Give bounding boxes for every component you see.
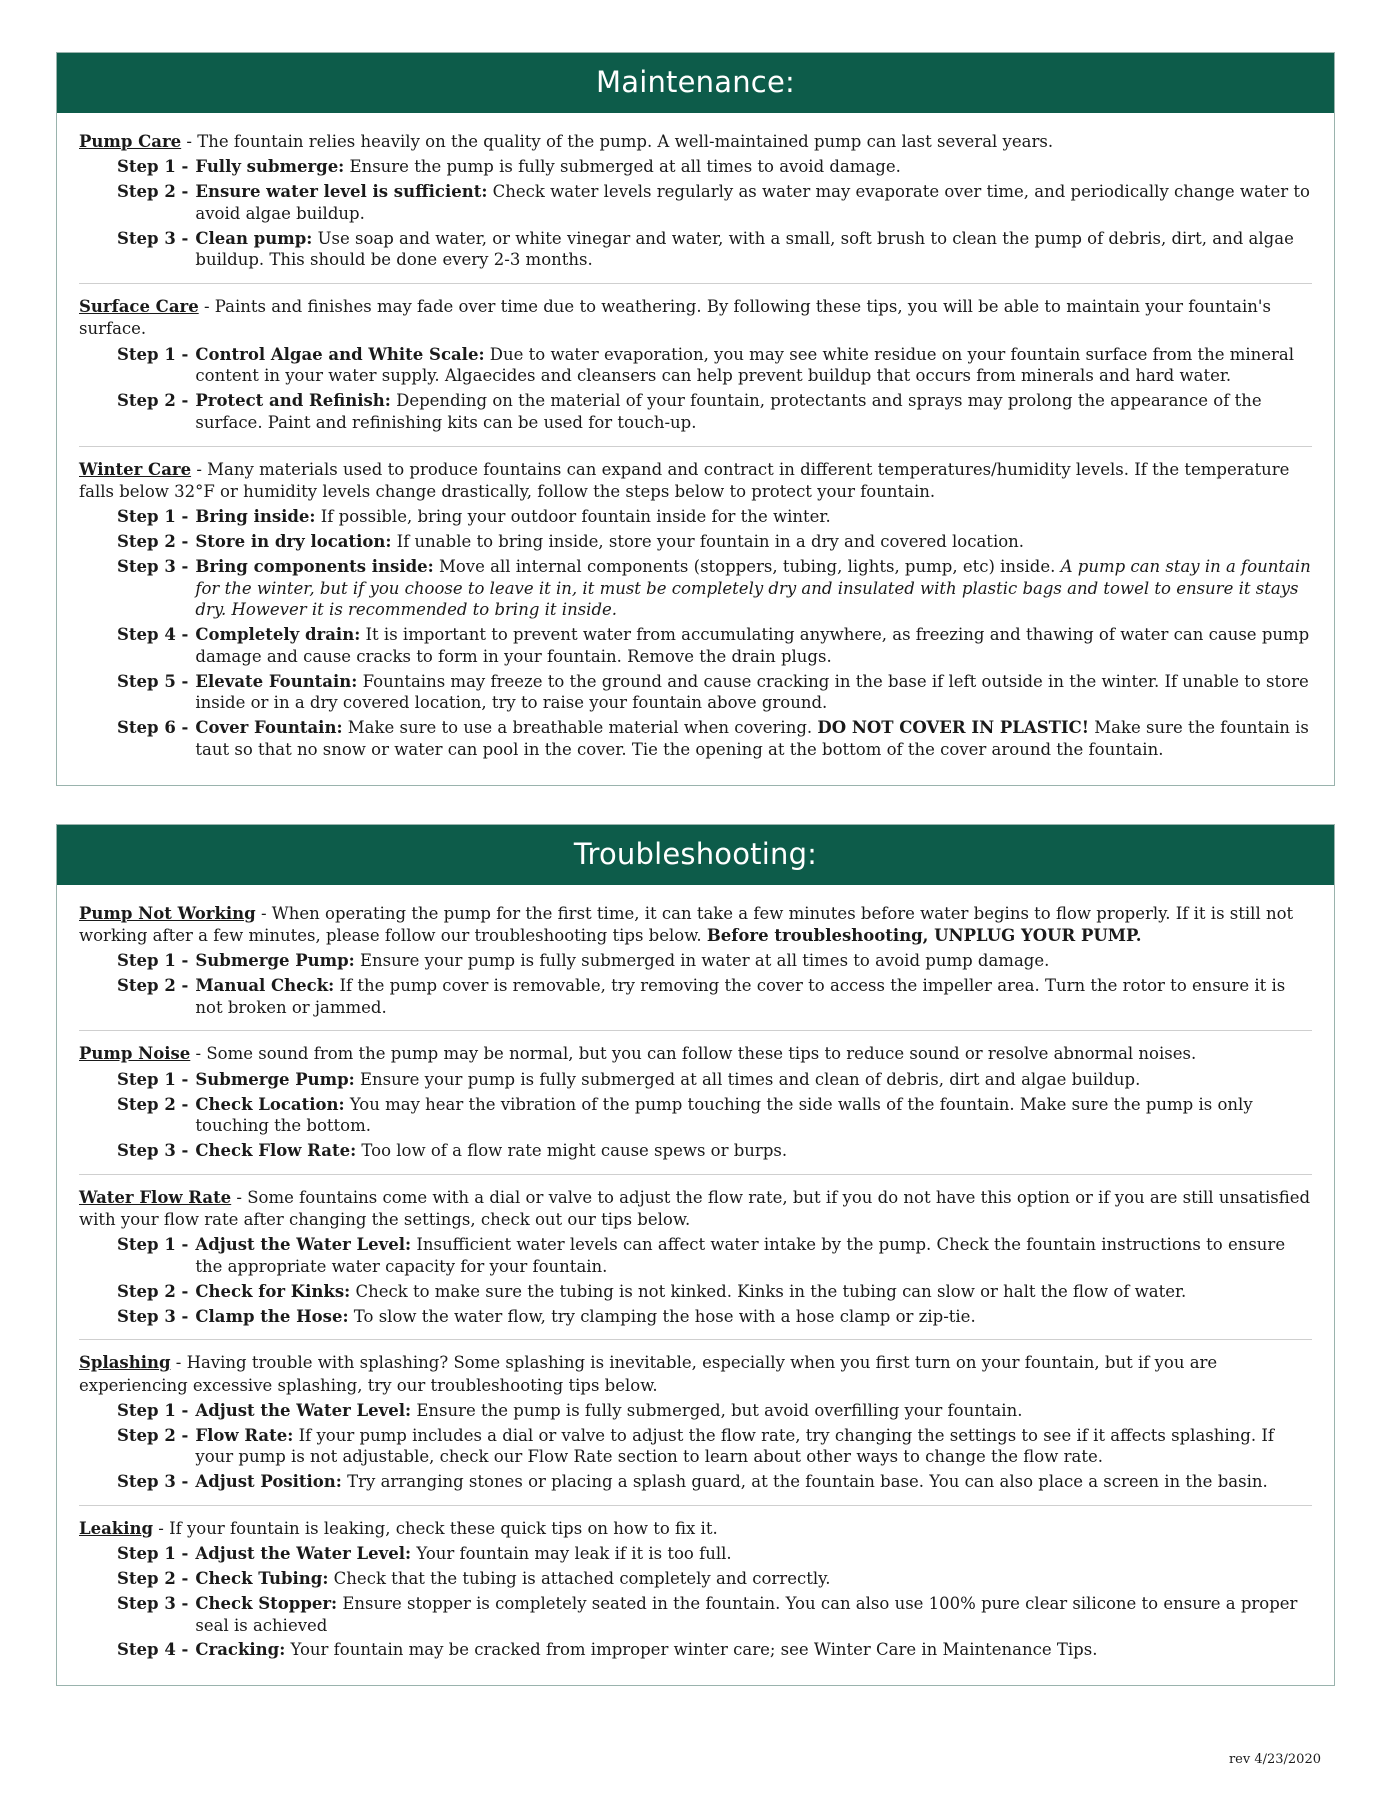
step-label: Step 2 -: [117, 1425, 189, 1445]
topic-intro: [79, 1352, 1312, 1397]
revision-footer: rev 4/23/2020: [1228, 1752, 1321, 1768]
step-label: Step 3 -: [117, 556, 189, 576]
step-item: [79, 1306, 1312, 1328]
step-term: Bring components inside:: [195, 556, 434, 576]
topic-heading: Water Flow Rate: [79, 1187, 232, 1207]
topic-intro: [79, 903, 1312, 948]
step-body: Try arranging stones or placing a splash guard, at the fountain base. You can also place a screen in the basin.: [341, 1472, 1268, 1492]
step-text: [195, 1593, 1312, 1637]
topic-intro-text: - Many materials used to produce fountains can expand and contract in different temperatures/humidity levels. If the temperature falls below 32°F or humidity levels change drastically, follow the steps below to protect your fountain.: [79, 459, 1290, 501]
step-text: [195, 390, 1312, 434]
topic-block: [79, 1030, 1312, 1165]
step-item: [79, 1543, 1312, 1565]
step-body: If the pump cover is removable, try removing the cover to access the impeller area. Turn the rotor to ensure it is not broken or jammed.: [195, 975, 1286, 1017]
step-label: Step 1 -: [117, 157, 189, 177]
step-body: You may hear the vibration of the pump touching the side walls of the fountain. Make sure the pump is only touching the bottom.: [195, 1094, 1253, 1136]
step-text: [195, 1281, 1312, 1303]
step-list: [79, 156, 1312, 271]
step-body: Ensure stopper is completely seated in the fountain. You can also use 100% pure clear silicone to ensure a proper seal is achieved: [195, 1593, 1298, 1635]
step-body: Make sure to use a breathable material when covering.: [342, 718, 818, 738]
topic-block: [79, 1339, 1312, 1497]
step-term: Check Location:: [195, 1094, 345, 1114]
step-item: [79, 1094, 1312, 1138]
step-body: Insufficient water levels can affect water intake by the pump. Check the fountain instructions to ensure the appropriate water capacity for your fountain.: [195, 1235, 1286, 1277]
step-body: If your pump includes a dial or valve to adjust the flow rate, try changing the settings to see if it affects splashing. If your pump is not adjustable, check our Flow Rate section to learn about other ways to change the flow rate.: [195, 1425, 1274, 1467]
step-item: [79, 671, 1312, 715]
step-item: [79, 1281, 1312, 1303]
topic-heading: Surface Care: [79, 297, 199, 317]
step-item: [79, 624, 1312, 668]
topic-intro: [79, 1518, 1312, 1540]
step-body: Check water levels regularly as water may evaporate over time, and periodically change water to avoid algae buildup.: [195, 182, 1310, 223]
step-item: [79, 1425, 1312, 1469]
step-text: [195, 228, 1312, 272]
step-body: If unable to bring inside, store your fountain in a dry and covered location.: [391, 531, 1025, 551]
step-text: [195, 1471, 1312, 1493]
step-text: [195, 1306, 1312, 1328]
step-term: Cover Fountain:: [195, 718, 343, 738]
step-text: [195, 1234, 1312, 1278]
step-term: Cracking:: [195, 1640, 286, 1660]
step-body: Depending on the material of your fountain, protectants and sprays may prolong the appearance of the surface. Paint and refinishing kits can be used for touch-up.: [195, 391, 1262, 432]
step-text: [195, 975, 1312, 1019]
step-item: [79, 975, 1312, 1019]
step-text: [195, 1425, 1312, 1469]
step-text: [195, 556, 1312, 621]
step-item: [79, 344, 1312, 388]
step-text: [195, 506, 1312, 528]
step-label: Step 1 -: [117, 507, 189, 527]
step-text: [195, 1069, 1312, 1091]
step-label: Step 3 -: [117, 1593, 189, 1613]
topic-intro-emphasis: Before troubleshooting, UNPLUG YOUR PUMP.: [706, 925, 1142, 945]
topic-block: [79, 1505, 1312, 1665]
step-label: Step 2 -: [117, 182, 189, 202]
step-body: Too low of a flow rate might cause spews or burps.: [356, 1141, 788, 1161]
topic-intro: [79, 459, 1312, 504]
step-term: Flow Rate:: [195, 1425, 294, 1445]
step-label: Step 4 -: [117, 1640, 189, 1660]
step-list: [79, 1400, 1312, 1493]
topic-heading: Winter Care: [79, 459, 192, 479]
step-label: Step 1 -: [117, 1400, 189, 1420]
step-item: [79, 531, 1312, 553]
step-item: [79, 1568, 1312, 1590]
step-item: [79, 181, 1312, 225]
document-section: [56, 824, 1335, 1686]
step-body: If possible, bring your outdoor fountain inside for the winter.: [315, 507, 831, 527]
step-item: [79, 390, 1312, 434]
step-term: Clean pump:: [195, 228, 313, 248]
topic-block: [79, 903, 1312, 1023]
step-label: Step 1 -: [117, 1069, 189, 1089]
topic-intro: [79, 131, 1312, 153]
section-body: [57, 885, 1334, 1685]
step-text: [195, 531, 1312, 553]
step-item: [79, 228, 1312, 272]
topic-intro-text: - The fountain relies heavily on the quality of the pump. A well-maintained pump can last several years.: [181, 132, 1054, 151]
step-label: Step 1 -: [117, 1235, 189, 1255]
topic-block: [79, 1174, 1312, 1332]
step-list: [79, 506, 1312, 760]
step-label: Step 2 -: [117, 531, 189, 551]
topic-heading: Pump Care: [79, 132, 182, 151]
step-term: Elevate Fountain:: [195, 671, 358, 691]
step-body: Ensure the pump is fully submerged, but avoid overfilling your fountain.: [411, 1400, 1023, 1420]
topic-heading: Leaking: [79, 1518, 154, 1538]
step-body: Use soap and water, or white vinegar and water, with a small, soft brush to clean the pump of debris, dirt, and algae buildup. This should be done every 2-3 months.: [195, 228, 1294, 270]
step-label: Step 2 -: [117, 1281, 189, 1301]
step-item: [79, 506, 1312, 528]
topic-intro-text: - Some fountains come with a dial or valve to adjust the flow rate, but if you do not have this option or if you are still unsatisfied with your flow rate after changing the settings, check out our tips below.: [79, 1187, 1311, 1230]
step-label: Step 1 -: [117, 1544, 189, 1564]
step-term: Adjust the Water Level:: [195, 1544, 412, 1564]
step-item: [79, 1593, 1312, 1637]
step-item: [79, 1234, 1312, 1278]
sections-container: [56, 52, 1335, 1686]
step-body: Ensure the pump is fully submerged at all times to avoid damage.: [344, 157, 901, 177]
step-item: [79, 950, 1312, 972]
step-body: Your fountain may be cracked from improper winter care; see Winter Care in Maintenance Tips.: [285, 1640, 1098, 1660]
step-label: Step 2 -: [117, 391, 189, 411]
step-body: Ensure your pump is fully submerged at all times and clean of debris, dirt and algae buildup.: [354, 1069, 1141, 1089]
step-text: [195, 181, 1312, 225]
step-item: [79, 1140, 1312, 1162]
topic-intro-text: - When operating the pump for the first time, it can take a few minutes before water begins to flow properly. If it is still not working after a few minutes, please follow our troubleshooting tips below.: [79, 903, 1294, 945]
topic-intro-text: - Some sound from the pump may be normal, but you can follow these tips to reduce sound or resolve abnormal noises.: [190, 1044, 1197, 1064]
section-body: [57, 113, 1334, 785]
step-term: Ensure water level is sufficient:: [195, 182, 488, 202]
step-body: Ensure your pump is fully submerged in water at all times to avoid pump damage.: [354, 951, 1050, 971]
step-label: Step 3 -: [117, 1306, 189, 1326]
step-body: Check that the tubing is attached completely and correctly.: [328, 1569, 831, 1589]
step-term: Control Algae and White Scale:: [195, 344, 485, 364]
topic-intro: [79, 1043, 1312, 1065]
step-term: Completely drain:: [195, 625, 361, 645]
step-body: To slow the water flow, try clamping the hose with a hose clamp or zip-tie.: [348, 1306, 976, 1326]
topic-intro-text: - Having trouble with splashing? Some splashing is inevitable, especially when you first turn on your fountain, but if you are experiencing excessive splashing, try our troubleshooting tips below.: [79, 1353, 1218, 1395]
step-item: [79, 156, 1312, 178]
step-list: [79, 344, 1312, 434]
step-body-continued: Make sure the fountain is taut so that no snow or water can pool in the cover. Tie the opening at the bottom of the cover around the fountain.: [195, 718, 1309, 759]
step-term: Fully submerge:: [195, 157, 345, 177]
step-body: Check to make sure the tubing is not kinked. Kinks in the tubing can slow or halt the flow of water.: [350, 1281, 1187, 1301]
step-text: [195, 624, 1312, 668]
step-term: Submerge Pump:: [195, 951, 355, 971]
step-body: Due to water evaporation, you may see white residue on your fountain surface from the mineral content in your water supply. Algaecides and cleansers can help prevent buildup that occurs from minerals and hard water.: [195, 344, 1295, 386]
step-item: [79, 717, 1312, 761]
topic-intro-text: - Paints and finishes may fade over time due to weathering. By following these tips, you will be able to maintain your fountain's surface.: [79, 297, 1271, 339]
step-term: Clamp the Hose:: [195, 1306, 349, 1326]
step-label: Step 2 -: [117, 1094, 189, 1114]
step-text: [195, 1094, 1312, 1138]
step-body: Your fountain may leak if it is too full.: [411, 1544, 732, 1564]
step-item: [79, 1471, 1312, 1493]
step-body: It is important to prevent water from accumulating anywhere, as freezing and thawing of water can cause pump damage and cause cracks to form in your fountain. Remove the drain plugs.: [195, 625, 1310, 666]
topic-intro-text: - If your fountain is leaking, check these quick tips on how to fix it.: [153, 1518, 718, 1538]
step-text: [195, 1543, 1312, 1565]
step-label: Step 4 -: [117, 625, 189, 645]
topic-block: [79, 131, 1312, 275]
step-text: [195, 1400, 1312, 1422]
step-label: Step 2 -: [117, 1569, 189, 1589]
step-item: [79, 1400, 1312, 1422]
step-term: Submerge Pump:: [195, 1069, 355, 1089]
step-text: [195, 1639, 1312, 1661]
step-term: Manual Check:: [195, 975, 335, 995]
document-section: [56, 52, 1335, 786]
step-text: [195, 671, 1312, 715]
step-list: [79, 1543, 1312, 1661]
step-label: Step 1 -: [117, 344, 189, 364]
step-list: [79, 1069, 1312, 1162]
step-body: Fountains may freeze to the ground and cause cracking in the base if left outside in the winter. If unable to store inside or in a dry covered location, try to raise your fountain above ground.: [195, 671, 1309, 713]
step-term: Protect and Refinish:: [195, 391, 391, 411]
step-term: Adjust the Water Level:: [195, 1235, 412, 1255]
step-body: Move all internal components (stoppers, tubing, lights, pump, etc) inside.: [433, 556, 1061, 576]
topic-block: [79, 283, 1312, 438]
step-label: Step 3 -: [117, 228, 189, 248]
step-note-italic: A pump can stay in a fountain for the winter, but if you choose to leave it in, it must be completely dry and insulated with plastic bags and towel to ensure it stays dry. However it is recommended to bring it inside.: [195, 556, 1311, 620]
step-text: [195, 344, 1312, 388]
step-label: Step 3 -: [117, 1472, 189, 1492]
step-list: [79, 1234, 1312, 1327]
step-term: Adjust the Water Level:: [195, 1400, 412, 1420]
step-item: [79, 556, 1312, 621]
step-text: [195, 156, 1312, 178]
topic-heading: Pump Not Working: [79, 903, 256, 923]
step-item: [79, 1069, 1312, 1091]
step-text: [195, 1568, 1312, 1590]
step-text: [195, 950, 1312, 972]
step-term: Store in dry location:: [195, 531, 392, 551]
topic-heading: Pump Noise: [79, 1044, 191, 1064]
step-label: Step 5 -: [117, 671, 189, 691]
step-term: Adjust Position:: [195, 1472, 342, 1492]
step-text: [195, 717, 1312, 761]
step-term: Bring inside:: [195, 507, 316, 527]
step-term: Check Tubing:: [195, 1569, 329, 1589]
step-item: [79, 1639, 1312, 1661]
topic-intro: [79, 1187, 1312, 1232]
step-text: [195, 1140, 1312, 1162]
step-label: Step 1 -: [117, 951, 189, 971]
step-label: Step 2 -: [117, 975, 189, 995]
topic-block: [79, 446, 1312, 765]
step-label: Step 6 -: [117, 718, 189, 738]
topic-intro: [79, 296, 1312, 341]
step-term: Check Stopper:: [195, 1593, 338, 1613]
section-title: Maintenance:: [57, 53, 1334, 113]
section-title: Troubleshooting:: [57, 825, 1334, 885]
step-list: [79, 950, 1312, 1018]
topic-heading: Splashing: [79, 1353, 171, 1373]
step-warning: DO NOT COVER IN PLASTIC!: [817, 718, 1089, 738]
step-term: Check Flow Rate:: [195, 1141, 357, 1161]
step-label: Step 3 -: [117, 1141, 189, 1161]
step-term: Check for Kinks:: [195, 1281, 351, 1301]
